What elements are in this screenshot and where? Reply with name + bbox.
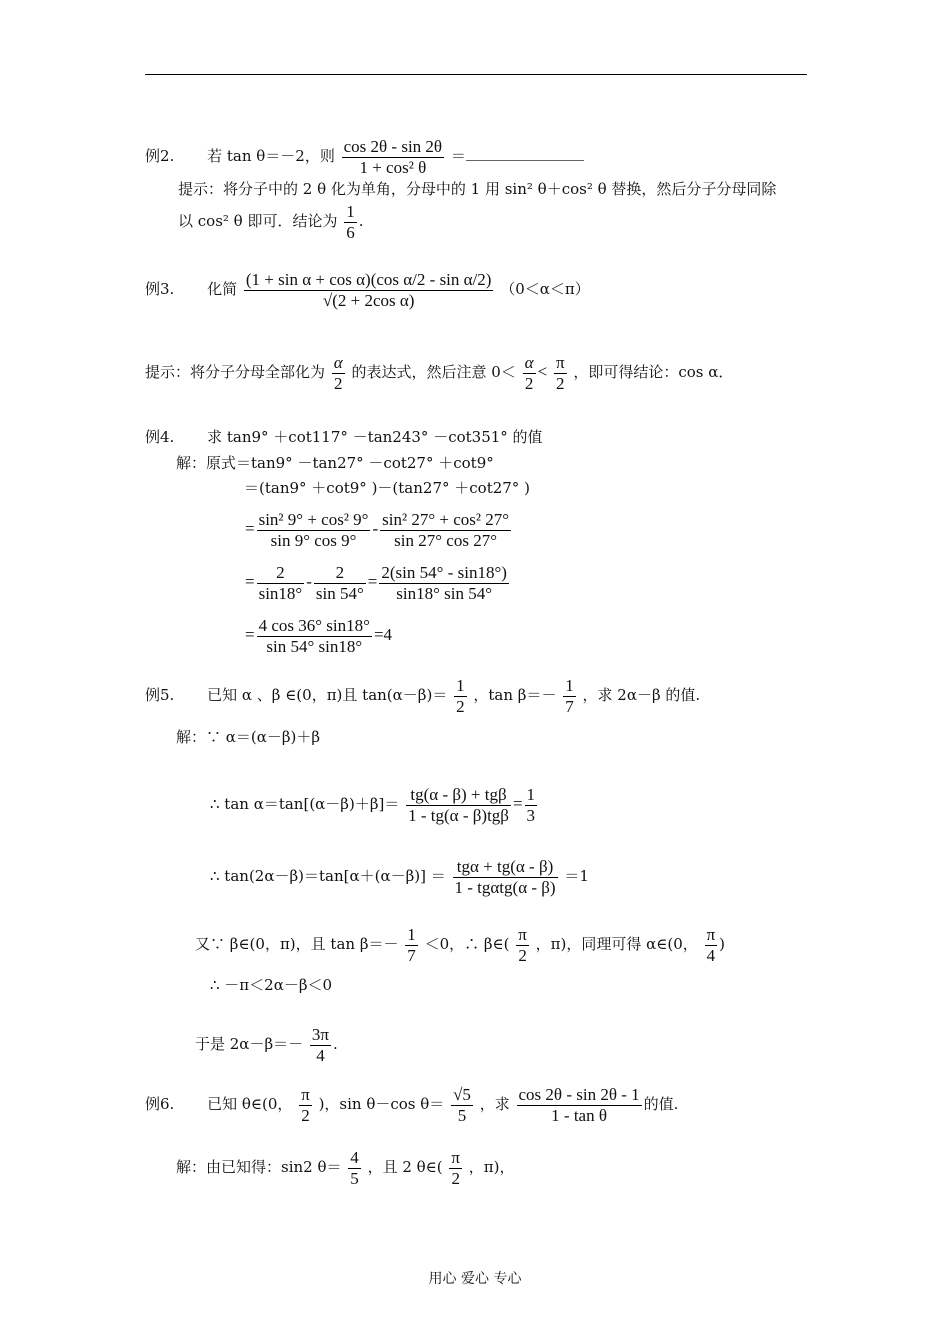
ex5-step4-b: ＜0，∴ β∈( — [424, 935, 510, 954]
frac-den: 5 — [457, 1105, 467, 1125]
frac-den: 2 — [451, 1168, 460, 1188]
ex6-question — [145, 1085, 678, 1125]
ex4-frac-3 — [257, 616, 372, 656]
ex6-sqrt5-over-5 — [451, 1085, 473, 1125]
frac-num: sin² 27° + cos² 27° — [382, 510, 510, 529]
frac-den: sin 54° sin18° — [266, 636, 363, 656]
frac-num: 1 — [526, 785, 536, 804]
frac-num: π — [555, 353, 565, 372]
frac-den: 2 — [301, 1105, 310, 1125]
ex6-pi-half — [299, 1085, 312, 1125]
ex4-step3: = $\frac{\text{sin² 9° + cos² 9°}}{\sin 9^\circ \cos 9^\circ}$ - $\frac{\text{sin² 27° + cos² 27°}}{\sin 27^\circ \cos 27^\circ}$ — [245, 510, 510, 550]
frac-den: sin18° sin 54° — [396, 583, 493, 603]
ex3-hint-c: ，即可得结论：cos α． — [573, 363, 734, 382]
ex5-step2-eq: = — [512, 794, 523, 814]
frac-num: π — [518, 925, 527, 944]
frac-num: 1 — [456, 676, 465, 695]
ex5-label: 例5. — [145, 686, 175, 705]
ex2-label: 例2. — [145, 147, 175, 166]
ex3-text: 化简 — [207, 280, 238, 299]
ex5-step2-result — [525, 785, 538, 825]
ex2-cond: 若 tan θ＝－2，则 — [207, 147, 335, 166]
ex4-question — [145, 426, 543, 447]
ex3-hint-b: 的表达式，然后注意 0＜ — [351, 363, 516, 382]
frac-num: cos 2θ - sin 2θ - 1 — [518, 1085, 640, 1104]
frac-den: 4 — [316, 1045, 325, 1065]
answer-blank — [466, 160, 584, 161]
frac-num: sin² 9° + cos² 9° — [258, 510, 369, 529]
ex4-frac-2c — [379, 563, 509, 603]
ex5-step6 — [195, 1025, 338, 1065]
frac-num: 2(sin 54° - sin18°) — [381, 563, 507, 582]
ex2-answer-tail: . — [358, 212, 364, 231]
ex5-step4-frac3 — [705, 925, 718, 965]
ex6-q-d: 的值. — [643, 1095, 679, 1114]
frac-den: 4 — [706, 945, 716, 965]
ex6-q-b: )，sin θ－cos θ＝ — [318, 1095, 445, 1114]
ex2-answer-num: 1 — [346, 202, 355, 221]
page-footer: 用心 爱心 专心 — [428, 1271, 522, 1287]
frac-num: 2 — [314, 563, 366, 584]
ex3-pi-half — [554, 353, 567, 393]
frac-den: 1 - tgαtg(α - β) — [454, 877, 556, 897]
ex3-cond: （0＜α＜π） — [500, 280, 590, 299]
ex4-label: 例4. — [145, 428, 175, 446]
ex2-den: 1 + cos² θ — [359, 157, 427, 177]
frac-num: 3π — [311, 1025, 329, 1044]
frac-num: 1 — [565, 676, 574, 695]
ex6-label: 例6. — [145, 1095, 175, 1114]
ex5-step3-frac — [453, 857, 558, 897]
ex6-sol-a: 解：由已知得：sin2 θ＝ — [176, 1158, 342, 1177]
frac-den: 7 — [565, 696, 574, 716]
frac-num: tg(α - β) + tgβ — [406, 785, 511, 806]
frac-den: sin 54° — [315, 583, 364, 603]
ex6-q-c: ，求 — [479, 1095, 510, 1114]
ex3-den: √(2 + 2cos α) — [322, 290, 415, 310]
ex3-fraction — [244, 270, 494, 310]
ex5-step4-d: ) — [719, 935, 726, 954]
ex2-hint-line2 — [178, 202, 364, 242]
ex3-label: 例3. — [145, 280, 175, 299]
frac-den: 2 — [524, 373, 534, 393]
ex5-q-b: ，tan β＝－ — [473, 686, 557, 705]
ex2-answer — [344, 202, 357, 242]
ex5-one-seventh — [563, 676, 576, 716]
ex5-q-c: ，求 2α－β 的值. — [582, 686, 701, 705]
ex6-solution — [176, 1148, 515, 1188]
frac-den: 1 - tan θ — [551, 1105, 607, 1125]
ex4-step1: 解：原式＝tan9° －tan27° －cot27° ＋cot9° — [176, 454, 494, 472]
ex5-step4-c: ，π)，同理可得 α∈(0， — [535, 935, 698, 954]
ex2-answer-den: 6 — [346, 222, 355, 242]
ex6-four-fifths — [348, 1148, 361, 1188]
frac-den: 2 — [518, 945, 527, 965]
frac-den: sin18° — [258, 583, 303, 603]
frac-den: 3 — [526, 805, 536, 825]
ex5-step3-result: ＝1 — [564, 867, 589, 886]
ex6-q-a: 已知 θ∈(0， — [207, 1095, 293, 1114]
ex4-frac-2a — [257, 563, 305, 603]
ex3-alpha-half-2 — [523, 353, 536, 393]
ex2-eq: ＝ — [450, 147, 466, 166]
ex6-fraction — [517, 1085, 642, 1125]
ex4-step5: = $\frac{4 \cos 36^\circ \sin 18^\circ}{\sin 54^\circ \sin 18^\circ}$ =4 — [245, 616, 393, 656]
ex5-step4-frac1 — [405, 925, 418, 965]
ex4-frac-2b — [314, 563, 366, 603]
ex5-step2-frac — [406, 785, 511, 825]
ex4-step4: = $\frac{2}{\sin 18^\circ}$ - $\frac{2}{\sin 54^\circ}$ = $\frac{2(\sin 54^\circ - \sin 18^\circ)}{\sin 18^\circ \sin 54^\circ}$ — [245, 563, 507, 603]
frac-num: 1 — [407, 925, 416, 944]
ex2-hint-line1: 提示：将分子中的 2 θ 化为单角，分母中的 1 用 sin² θ＋cos² θ 替换，然后分子分母同除 — [178, 180, 777, 198]
ex6-sol-c: ，π)， — [468, 1158, 515, 1177]
frac-num: α — [524, 353, 534, 372]
header-rule — [145, 74, 807, 75]
ex4-result: =4 — [373, 624, 393, 644]
ex5-step6-frac — [310, 1025, 331, 1065]
ex5-step2 — [210, 785, 539, 825]
ex2-fraction — [342, 137, 444, 177]
ex2-num: cos 2θ - sin 2θ — [343, 137, 443, 156]
ex6-sol-pi-half — [449, 1148, 462, 1188]
ex5-step1: 解：∵ α＝(α－β)＋β — [176, 728, 321, 746]
ex3-hint-a: 提示：将分子分母全部化为 — [145, 363, 326, 382]
frac-den: 2 — [456, 696, 465, 716]
ex5-step6-tail: . — [333, 1035, 338, 1054]
ex5-step3 — [210, 857, 589, 897]
frac-num: √5 — [453, 1085, 471, 1104]
ex5-step5: ∴ －π＜2α－β＜0 — [210, 976, 333, 994]
ex3-num: (1 + sin α + cos α)(cos α/2 - sin α/2) — [245, 270, 492, 289]
ex5-question — [145, 676, 700, 716]
frac-den: 1 - tg(α - β)tgβ — [408, 805, 509, 825]
ex5-q-a: 已知 α 、β ∈(0，π)且 tan(α－β)＝ — [207, 686, 448, 705]
ex4-frac-1b — [380, 510, 511, 550]
ex3-question — [145, 270, 590, 310]
ex4-step2: ＝(tan9° ＋cot9° )－(tan27° ＋cot27° ) — [244, 479, 530, 497]
ex5-step3-text: ∴ tan(2α－β)＝tan[α＋(α－β)] ＝ — [210, 867, 446, 886]
frac-den: sin 27° cos 27° — [394, 530, 498, 550]
ex5-step4-frac2 — [516, 925, 529, 965]
ex4-frac-1a — [257, 510, 371, 550]
ex5-step4 — [195, 925, 725, 965]
frac-num: 4 — [350, 1148, 359, 1167]
frac-den: sin 9° cos 9° — [270, 530, 357, 550]
frac-den: 7 — [407, 945, 416, 965]
frac-num: 2 — [257, 563, 305, 584]
ex2-question — [145, 137, 584, 177]
ex5-step4-a: 又∵ β∈(0，π)，且 tan β＝－ — [195, 935, 399, 954]
frac-num: π — [706, 925, 716, 944]
frac-num: α — [333, 353, 343, 372]
frac-num: 4 cos 36° sin18° — [258, 616, 370, 635]
frac-den: 5 — [350, 1168, 359, 1188]
ex5-step6-text: 于是 2α－β＝－ — [195, 1035, 304, 1054]
frac-den: 2 — [334, 373, 343, 393]
ex5-half — [454, 676, 467, 716]
frac-num: π — [301, 1085, 310, 1104]
ex3-alpha-half — [332, 353, 345, 393]
ex5-step2-text: ∴ tan α＝tan[(α－β)＋β]＝ — [210, 795, 400, 814]
ex2-hint-text: 以 cos² θ 即可．结论为 — [178, 212, 338, 231]
ex3-hint: 提示：将分子分母全部化为 $\frac{\alpha}{2}$ 的表达式，然后注意 0＜ $\frac{\alpha}{2}$ < $\frac{\pi}{2}$ ，即可得结论：cos α． — [145, 353, 734, 393]
frac-den: 2 — [555, 373, 565, 393]
frac-num: π — [451, 1148, 461, 1167]
ex6-sol-b: ，且 2 θ∈( — [367, 1158, 443, 1177]
ex4-text: 求 tan9° ＋cot117° －tan243° －cot351° 的值 — [207, 428, 543, 446]
frac-num: tgα + tg(α - β) — [453, 857, 558, 878]
